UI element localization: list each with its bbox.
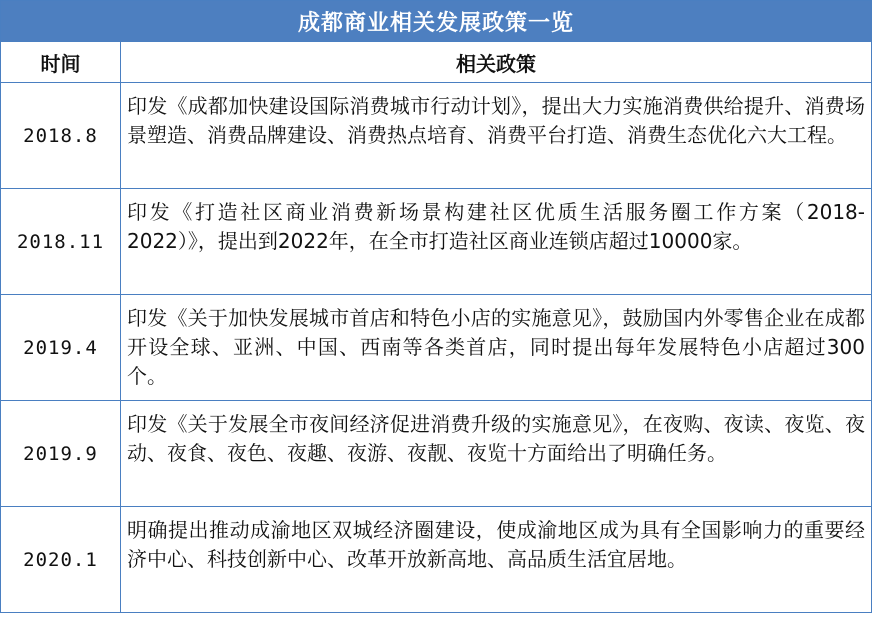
header-time: 时间 [1, 42, 121, 83]
policy-cell: 明确提出推动成渝地区双城经济圈建设，使成渝地区成为具有全国影响力的重要经济中心、科技创新中心、改革开放新高地、高品质生活宜居地。 [121, 507, 872, 613]
header-row [1, 42, 872, 83]
time-cell: 2019.9 [1, 401, 121, 507]
table-row [1, 189, 872, 295]
table-row [1, 401, 872, 507]
policy-cell: 印发《成都加快建设国际消费城市行动计划》，提出大力实施消费供给提升、消费场景塑造、消费品牌建设、消费热点培育、消费平台打造、消费生态优化六大工程。 [121, 83, 872, 189]
policy-cell: 印发《关于加快发展城市首店和特色小店的实施意见》，鼓励国内外零售企业在成都开设全球、亚洲、中国、西南等各类首店，同时提出每年发展特色小店超过300个。 [121, 295, 872, 401]
table-row [1, 83, 872, 189]
title-row [1, 1, 872, 42]
policy-cell: 印发《关于发展全市夜间经济促进消费升级的实施意见》，在夜购、夜读、夜览、夜动、夜食、夜色、夜趣、夜游、夜靓、夜览十方面给出了明确任务。 [121, 401, 872, 507]
time-cell: 2018.8 [1, 83, 121, 189]
time-cell: 2020.1 [1, 507, 121, 613]
table-title: 成都商业相关发展政策一览 [1, 1, 872, 42]
time-cell: 2019.4 [1, 295, 121, 401]
policy-cell: 印发《打造社区商业消费新场景构建社区优质生活服务圈工作方案（2018-2022）》，提出到2022年，在全市打造社区商业连锁店超过10000家。 [121, 189, 872, 295]
time-cell: 2018.11 [1, 189, 121, 295]
table-row [1, 295, 872, 401]
table-row [1, 507, 872, 613]
header-policy: 相关政策 [121, 42, 872, 83]
